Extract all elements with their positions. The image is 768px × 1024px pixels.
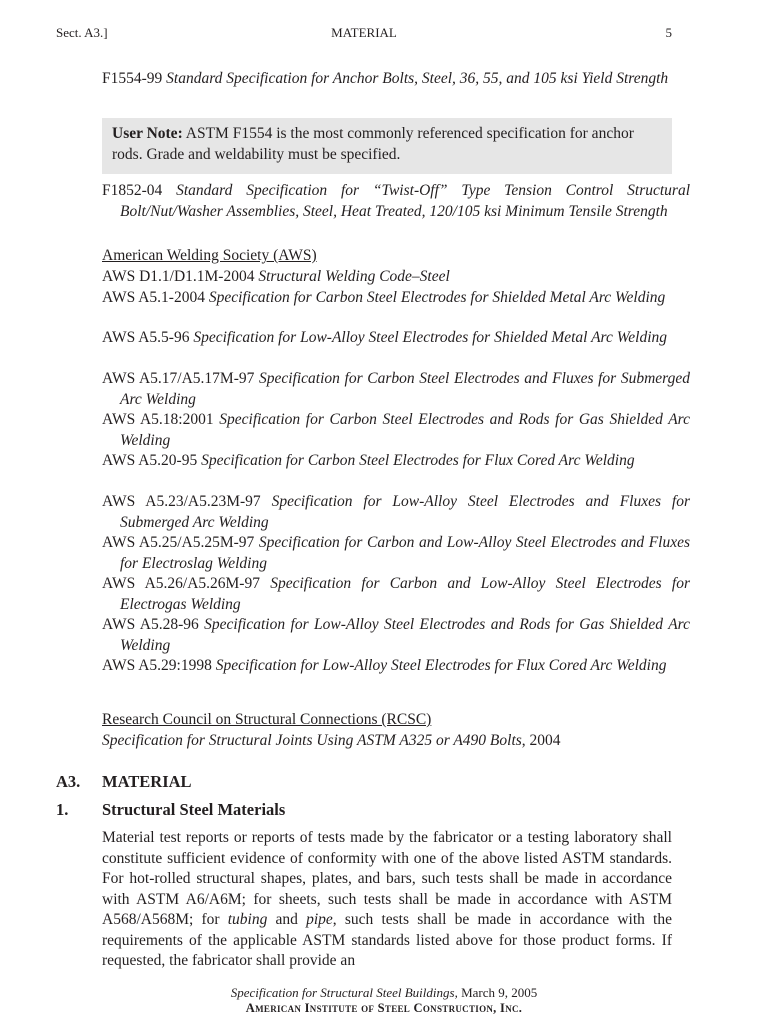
aws-entry [102,328,690,349]
aws-entry [102,492,690,533]
spec-title: Specification for Low-Alloy Steel Electrodes for Flux Cored Arc Welding [215,657,667,674]
page-number: 5 [665,25,672,40]
spec-code: AWS A5.20-95 [102,452,198,469]
header-title: MATERIAL [331,25,397,40]
spec-code: AWS A5.5-96 [102,329,190,346]
aws-heading: American Welding Society (AWS) [102,247,317,264]
spec-title: Specification for Low-Alloy Steel Electrodes and Rods for Gas Shielded Arc Welding [120,616,690,654]
spec-code: AWS A5.25/A5.25M-97 [102,534,255,551]
user-note-label: User Note: [112,125,183,142]
aws-entry [102,369,690,410]
paragraph-text: , such tests shall be made in accordance with the requirements of the applicable ASTM standards listed above for those product forms. If requested, the fabricator shall provide an [102,911,672,969]
spec-code: AWS A5.28-96 [102,616,199,633]
section-number: A3. [56,772,81,791]
rcsc-heading: Research Council on Structural Connections (RCSC) [102,711,432,728]
footer-organization: American Institute of Steel Construction, Inc. [245,1001,523,1015]
spec-code: F1852-04 [102,182,163,199]
section-title: MATERIAL [102,772,192,791]
spec-code: AWS A5.17/A5.17M-97 [102,370,255,387]
aws-entry [102,288,690,309]
body-paragraph [102,828,672,972]
spec-title: Specification for Structural Joints Using ASTM A325 or A490 Bolts [102,732,522,749]
spec-title: Standard Specification for Anchor Bolts, Steel, 36, 55, and 105 ksi Yield Strength [166,70,669,87]
spec-year: , 2004 [521,732,561,749]
spec-code: F1554-99 [102,70,163,87]
subsection-title: Structural Steel Materials [102,800,286,819]
paragraph-text: and [267,911,307,928]
user-note-box [102,118,672,174]
emphasis-tubing: tubing [227,911,268,928]
spec-code: AWS A5.23/A5.23M-97 [102,493,261,510]
spec-title: Specification for Carbon and Low-Alloy Steel Electrodes and Fluxes for Electroslag Welding [120,534,691,572]
aws-entry [102,410,690,451]
paragraph-text: Material test reports or reports of tests made by the fabricator or a testing laboratory shall constitute sufficient evidence of conformity with one of the above listed ASTM standards. For hot-rolled structural shapes, plates, and bars, such tests shall be made in accordance with ASTM A6/A6M; for sheets, such tests shall be made in accordance with ASTM A568/A568M; for [102,829,672,928]
spec-entry-f1554 [102,69,690,90]
spec-code: AWS A5.1-2004 [102,289,205,306]
spec-code: AWS A5.18:2001 [102,411,214,428]
spec-code: AWS D1.1/D1.1M-2004 [102,268,255,285]
aws-entry [102,267,690,288]
aws-entry [102,615,690,656]
footer-spec-title: Specification for Structural Steel Buildings, [230,985,458,1000]
running-footer-title [0,985,768,1001]
aws-entry [102,656,690,677]
spec-title: Specification for Carbon Steel Electrodes for Shielded Metal Arc Welding [208,289,666,306]
spec-title: Standard Specification for “Twist-Off” Type Tension Control Structural Bolt/Nut/Washer Assemblies, Steel, Heat Treated, 120/105 ksi Minimum Tensile Strength [120,182,690,220]
spec-title: Specification for Carbon Steel Electrodes for Flux Cored Arc Welding [201,452,635,469]
spec-entry-f1852 [102,181,690,222]
spec-title: Specification for Carbon and Low-Alloy Steel Electrodes for Electrogas Welding [120,575,691,613]
aws-entry [102,451,690,472]
spec-title: Structural Welding Code–Steel [258,268,450,285]
footer-date: March 9, 2005 [457,985,538,1000]
spec-title: Specification for Low-Alloy Steel Electrodes and Fluxes for Submerged Arc Welding [120,493,691,531]
spec-title: Specification for Carbon Steel Electrodes and Fluxes for Submerged Arc Welding [120,370,690,408]
aws-entry [102,533,690,574]
user-note-text: ASTM F1554 is the most commonly referenced specification for anchor rods. Grade and weldability must be specified. [112,125,634,163]
emphasis-pipe: pipe [306,911,333,928]
running-header [56,25,672,43]
subsection-number: 1. [56,800,69,819]
spec-code: AWS A5.29:1998 [102,657,212,674]
rcsc-entry [102,731,672,752]
spec-title: Specification for Low-Alloy Steel Electrodes for Shielded Metal Arc Welding [193,329,667,346]
spec-code: AWS A5.26/A5.26M-97 [102,575,260,592]
header-section-ref: Sect. A3.] [56,25,108,40]
spec-title: Specification for Carbon Steel Electrodes and Rods for Gas Shielded Arc Welding [120,411,690,449]
aws-entry [102,574,690,615]
